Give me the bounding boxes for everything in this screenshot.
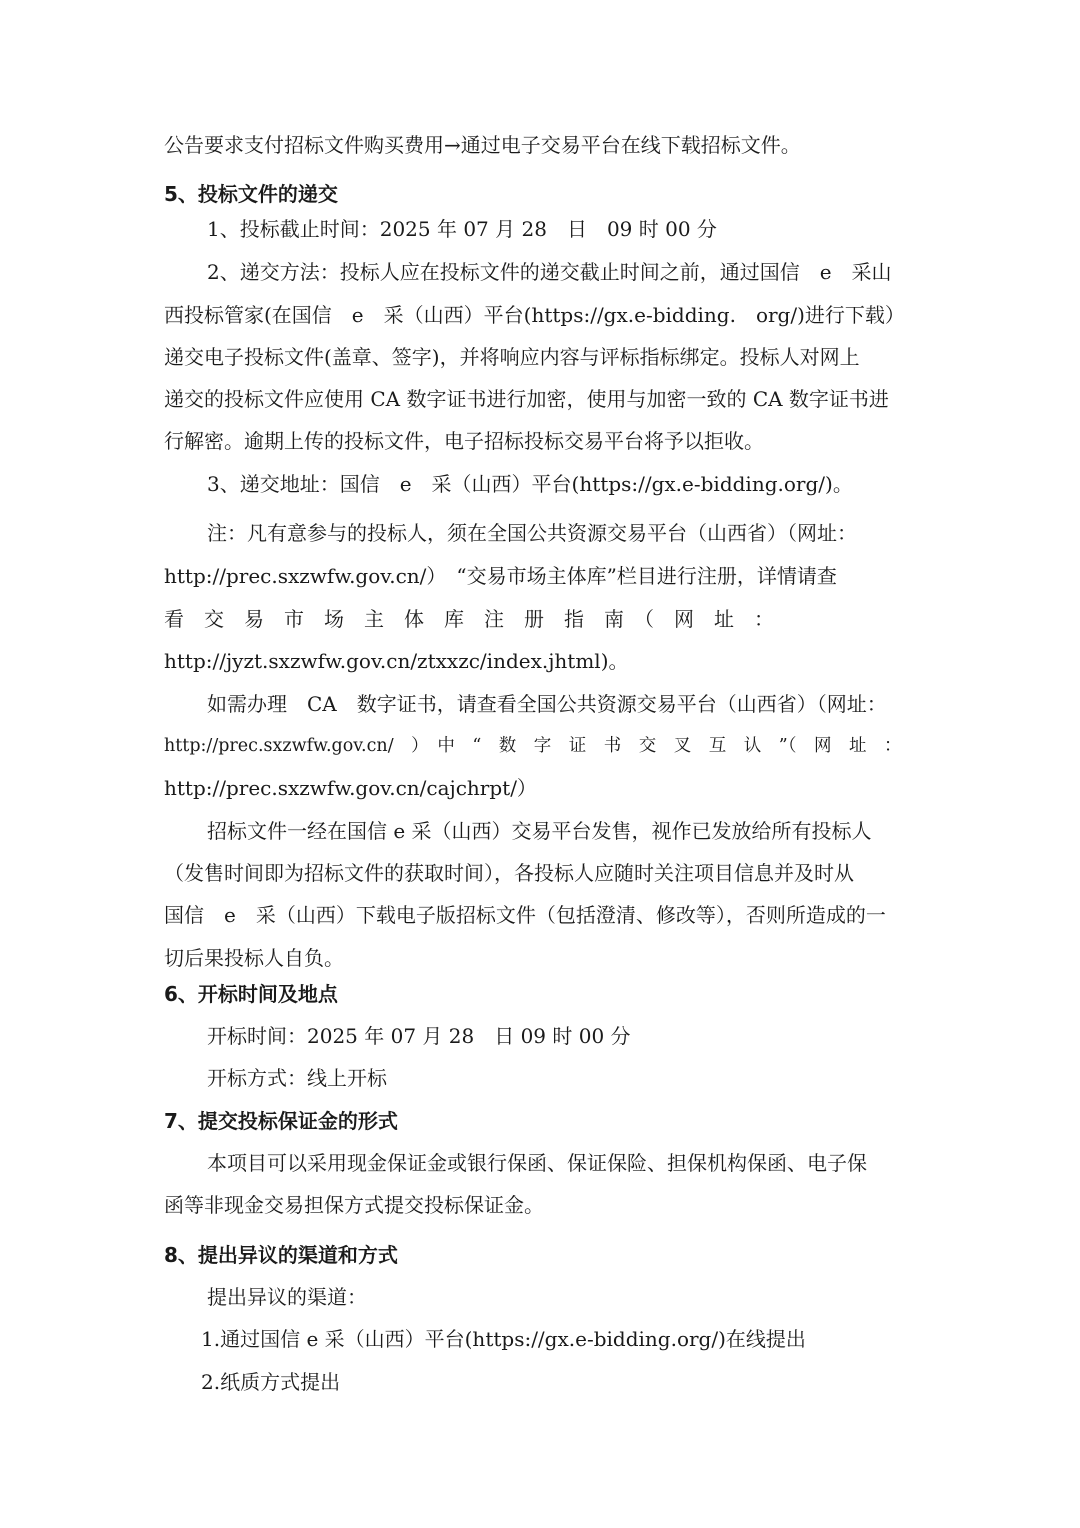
- paragraph-line: 递交电子投标文件(盖章、签字)，并将响应内容与评标指标绑定。投标人对网上: [164, 345, 860, 369]
- paragraph-line: 国信 e 采（山西）下载电子版招标文件（包括澄清、修改等），否则所造成的一: [164, 903, 886, 927]
- paragraph-line: 行解密。逾期上传的投标文件，电子招标投标交易平台将予以拒收。: [164, 429, 764, 453]
- paragraph-line: http://jyzt.sxzwfw.gov.cn/ztxxzc/index.jhtml)。: [164, 649, 629, 673]
- paragraph-line: 递交的投标文件应使用 CA 数字证书进行加密，使用与加密一致的 CA 数字证书进: [164, 387, 889, 411]
- paragraph-line: 切后果投标人自负。: [164, 946, 344, 970]
- paragraph-line: 3、递交地址：国信 e 采（山西）平台(https://gx.e-bidding.org/)。: [207, 472, 853, 496]
- paragraph-line: 本项目可以采用现金保证金或银行保函、保证保险、担保机构保函、电子保: [207, 1151, 867, 1175]
- paragraph-line: 开标方式：线上开标: [207, 1066, 387, 1090]
- paragraph-line: 提出异议的渠道：: [207, 1285, 367, 1309]
- paragraph-line: 如需办理 CA 数字证书，请查看全国公共资源交易平台（山西省）（网址：: [207, 692, 887, 716]
- paragraph-line: 函等非现金交易担保方式提交投标保证金。: [164, 1193, 544, 1217]
- paragraph-line: http://prec.sxzwfw.gov.cn/） “交易市场主体库”栏目进行注册，详情请查: [164, 564, 837, 588]
- paragraph-line: http://prec.sxzwfw.gov.cn/cajchrpt/）: [164, 776, 537, 800]
- paragraph-line: 开标时间：2025 年 07 月 28 日 09 时 00 分: [207, 1024, 631, 1048]
- paragraph-line: （发售时间即为招标文件的获取时间），各投标人应随时关注项目信息并及时从: [164, 861, 854, 885]
- section-heading-5: 5、投标文件的递交: [164, 182, 338, 206]
- paragraph-line: 看 交 易 市 场 主 体 库 注 册 指 南 （ 网 址 ：: [164, 607, 774, 631]
- paragraph-line: 2、递交方法：投标人应在投标文件的递交截止时间之前，通过国信 e 采山: [207, 260, 892, 284]
- section-heading-6: 6、开标时间及地点: [164, 982, 338, 1006]
- section-heading-8: 8、提出异议的渠道和方式: [164, 1243, 398, 1267]
- paragraph-line: 注：凡有意参与的投标人，须在全国公共资源交易平台（山西省）（网址：: [207, 521, 857, 545]
- paragraph-line: 招标文件一经在国信 e 采（山西）交易平台发售，视作已发放给所有投标人: [207, 819, 872, 843]
- paragraph-line: 西投标管家(在国信 e 采（山西）平台(https://gx.e-bidding. org/)进行下载）: [164, 303, 905, 327]
- paragraph-line: 1、投标截止时间：2025 年 07 月 28 日 09 时 00 分: [207, 217, 717, 241]
- list-item: 2.纸质方式提出: [201, 1370, 341, 1394]
- paragraph-line: http://prec.sxzwfw.gov.cn/ ） 中 “ 数 字 证 书 交 叉 互 认 ”（ 网 址 ：: [164, 736, 902, 756]
- list-item: 1.通过国信 e 采（山西）平台(https://gx.e-bidding.org/)在线提出: [201, 1327, 806, 1351]
- section-heading-7: 7、提交投标保证金的形式: [164, 1109, 398, 1133]
- paragraph-line: 公告要求支付招标文件购买费用→通过电子交易平台在线下载招标文件。: [164, 133, 801, 157]
